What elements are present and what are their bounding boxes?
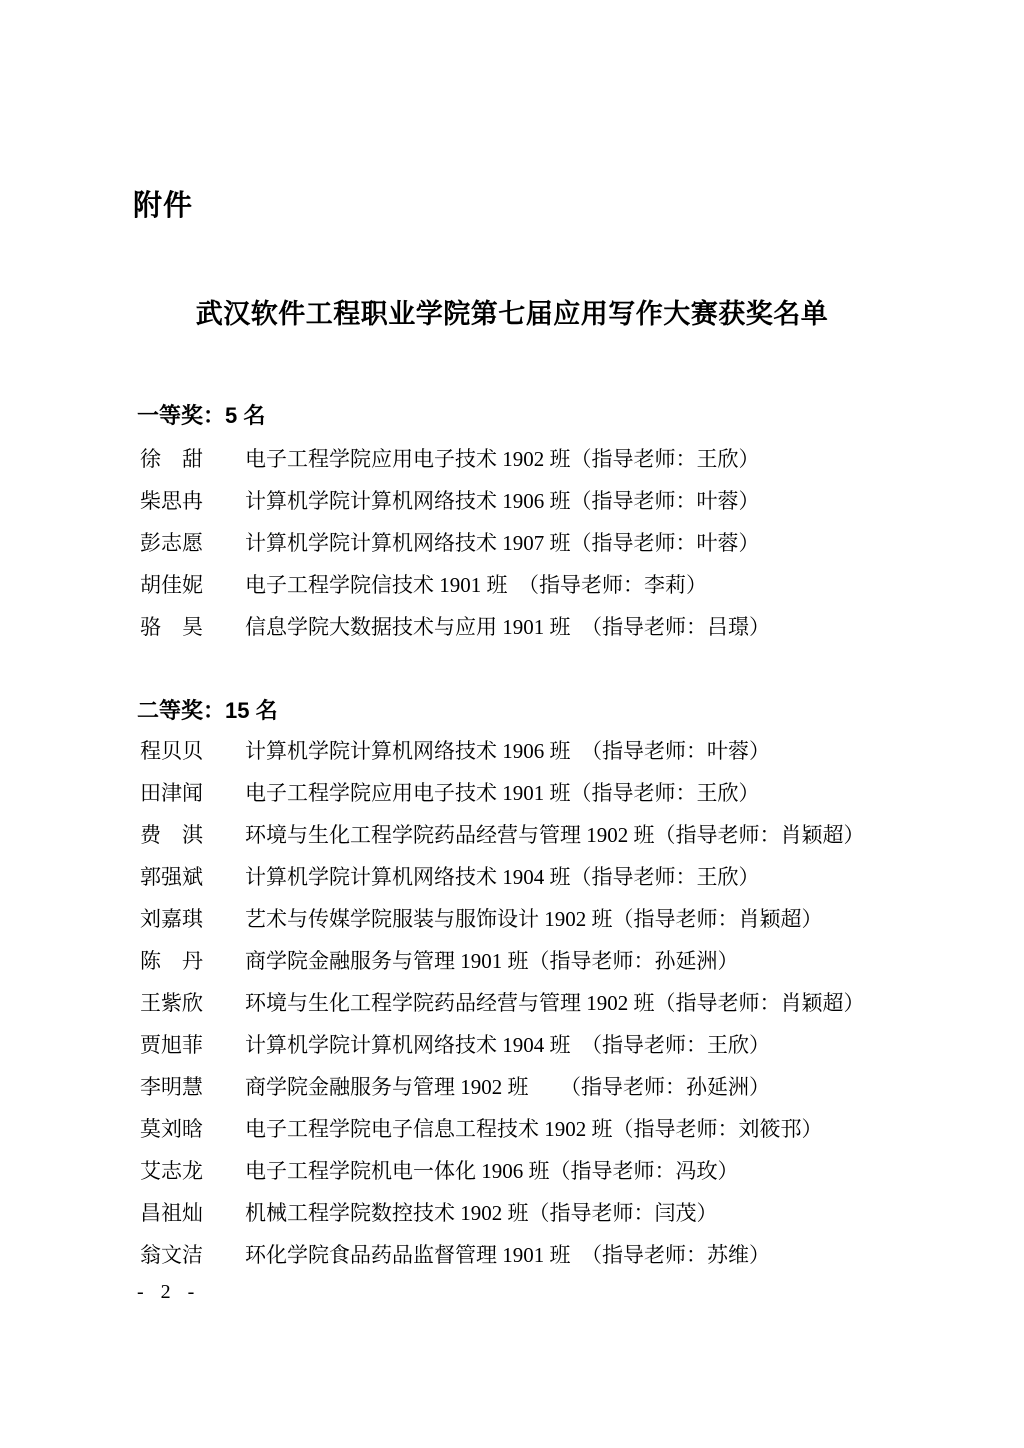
award-row [140, 1107, 944, 1149]
winner-name: 费 淇 [140, 823, 203, 847]
award-row [140, 1149, 944, 1191]
winner-name: 柴思冉 [140, 489, 203, 513]
winner-name: 程贝贝 [140, 739, 203, 763]
award-row [140, 813, 944, 855]
winner-name: 昌祖灿 [140, 1201, 203, 1225]
winner-detail: 计算机学院计算机网络技术 1906 班（指导老师：叶蓉） [245, 489, 760, 513]
winner-detail: 机械工程学院数控技术 1902 班（指导老师：闫茂） [245, 1201, 718, 1225]
winner-name: 刘嘉琪 [140, 907, 203, 931]
winner-detail: 信息学院大数据技术与应用 1901 班 （指导老师：吕璟） [245, 615, 770, 639]
winner-detail: 商学院金融服务与管理 1901 班（指导老师：孙延洲） [245, 949, 739, 973]
winner-name: 骆 昊 [140, 615, 203, 639]
winner-name: 王紫欣 [140, 991, 203, 1015]
award-row [140, 771, 944, 813]
page-title: 武汉软件工程职业学院第七届应用写作大赛获奖名单 [195, 299, 829, 329]
winner-detail: 环境与生化工程学院药品经营与管理 1902 班（指导老师：肖颖超） [245, 991, 865, 1015]
winner-detail: 电子工程学院应用电子技术 1901 班（指导老师：王欣） [245, 781, 760, 805]
winner-name: 翁文洁 [140, 1243, 203, 1267]
award-row [140, 939, 944, 981]
section-heading-first-prize: 一等奖：5 名 [137, 403, 266, 428]
award-row [140, 605, 944, 647]
award-row [140, 437, 944, 479]
award-row [140, 521, 944, 563]
winner-name: 陈 丹 [140, 949, 203, 973]
second-prize-list [140, 729, 944, 1275]
winner-detail: 电子工程学院电子信息工程技术 1902 班（指导老师：刘筱邘） [245, 1117, 823, 1141]
winner-name: 艾志龙 [140, 1159, 203, 1183]
winner-name: 徐 甜 [140, 447, 203, 471]
winner-detail: 电子工程学院机电一体化 1906 班（指导老师：冯玫） [245, 1159, 739, 1183]
award-row [140, 1065, 944, 1107]
winner-name: 贾旭菲 [140, 1033, 203, 1057]
attachment-label: 附件 [133, 190, 194, 222]
winner-detail: 环化学院食品药品监督管理 1901 班 （指导老师：苏维） [245, 1243, 770, 1267]
winner-detail: 计算机学院计算机网络技术 1904 班（指导老师：王欣） [245, 865, 760, 889]
award-row [140, 563, 944, 605]
award-row [140, 1023, 944, 1065]
winner-name: 莫刘晗 [140, 1117, 203, 1141]
award-row [140, 897, 944, 939]
winner-detail: 环境与生化工程学院药品经营与管理 1902 班（指导老师：肖颖超） [245, 823, 865, 847]
award-row [140, 1233, 944, 1275]
winner-name: 彭志愿 [140, 531, 203, 555]
page-number: - 2 - [137, 1281, 201, 1303]
award-row [140, 729, 944, 771]
winner-detail: 商学院金融服务与管理 1902 班 （指导老师：孙延洲） [245, 1075, 770, 1099]
award-row [140, 479, 944, 521]
first-prize-list [140, 437, 944, 647]
winner-detail: 计算机学院计算机网络技术 1906 班 （指导老师：叶蓉） [245, 739, 770, 763]
winner-name: 田津闻 [140, 781, 203, 805]
winner-detail: 电子工程学院应用电子技术 1902 班（指导老师：王欣） [245, 447, 760, 471]
winner-detail: 计算机学院计算机网络技术 1907 班（指导老师：叶蓉） [245, 531, 760, 555]
winner-name: 胡佳妮 [140, 573, 203, 597]
award-row [140, 981, 944, 1023]
award-row [140, 1191, 944, 1233]
winner-name: 李明慧 [140, 1075, 203, 1099]
winner-detail: 计算机学院计算机网络技术 1904 班 （指导老师：王欣） [245, 1033, 770, 1057]
section-heading-second-prize: 二等奖：15 名 [137, 698, 278, 723]
winner-name: 郭强斌 [140, 865, 203, 889]
winner-detail: 艺术与传媒学院服装与服饰设计 1902 班（指导老师：肖颖超） [245, 907, 823, 931]
winner-detail: 电子工程学院信技术 1901 班 （指导老师：李莉） [245, 573, 707, 597]
award-row [140, 855, 944, 897]
